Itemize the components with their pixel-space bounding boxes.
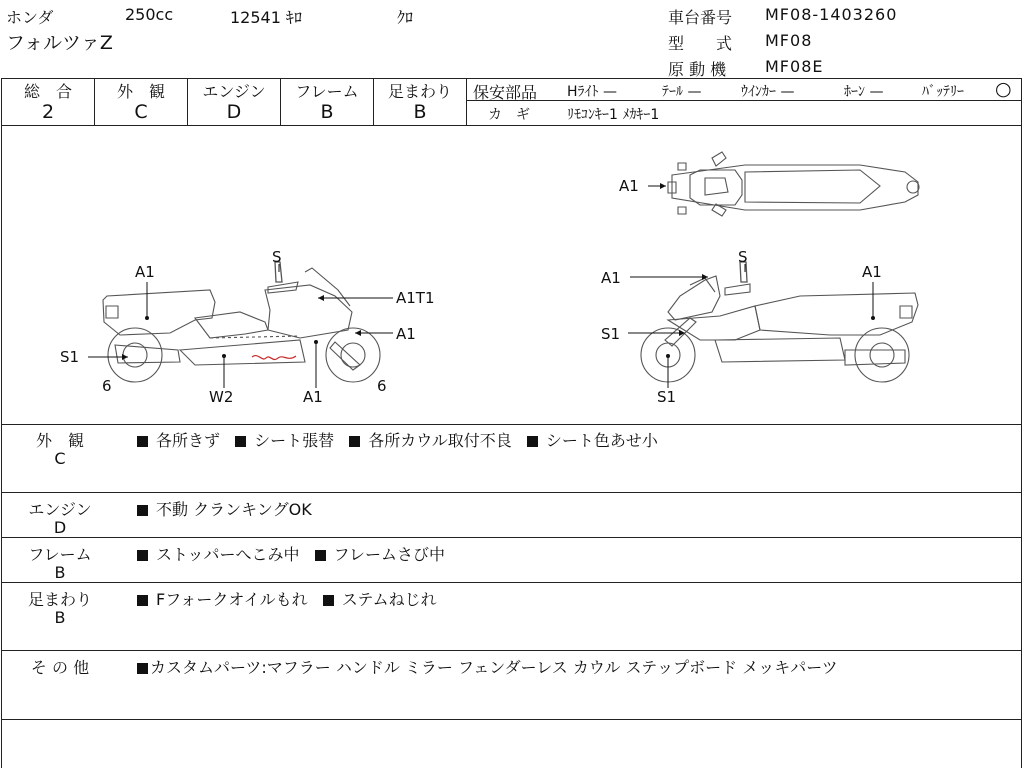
bullet-icon (137, 663, 148, 674)
label-left-a1-front: A1 (396, 325, 416, 343)
key-value: ﾘﾓｺﾝｷｰ1 ﾒｶｷｰ1 (567, 107, 660, 123)
rule-frame-bottom (1, 582, 1022, 583)
maker: ホンダ (6, 8, 54, 27)
remark-item: ストッパーへこみ中 (156, 545, 300, 564)
bullet-icon (235, 436, 246, 447)
grade-divider-5 (466, 78, 467, 125)
grade-appearance-label: 外 観 (116, 82, 165, 101)
rule-engine-bottom (1, 537, 1022, 538)
grade-engine-value: D (226, 101, 242, 123)
section-suspension-items (137, 587, 437, 610)
label-right-a1-cowl: A1 (601, 269, 621, 287)
label-left-six-front: 6 (377, 377, 387, 395)
key-label: カ ギ (488, 107, 530, 123)
bullet-icon (349, 436, 360, 447)
section-frame-title: フレーム (28, 545, 92, 564)
section-other-title: そ の 他 (30, 658, 90, 677)
section-frame-items (137, 542, 445, 565)
rule-appearance-bottom (1, 492, 1022, 493)
section-appearance-title: 外 観 (35, 431, 84, 450)
label-right-a1-rear: A1 (862, 263, 882, 281)
section-other-items (137, 655, 838, 678)
label-right-s1-wheel: S1 (657, 388, 677, 406)
remark-item: シート色あせ小 (545, 431, 658, 450)
bullet-icon (137, 436, 148, 447)
type-value: MF08 (765, 31, 813, 50)
remark-item: 各所カウル取付不良 (368, 431, 512, 450)
color: ｸﾛ (397, 8, 414, 27)
top-scooter-drawing (668, 152, 919, 216)
section-suspension-grade: B (54, 608, 66, 627)
bullet-icon (137, 505, 148, 516)
displacement: 250cc (125, 5, 174, 24)
label-right-s-mirror: S (738, 248, 748, 266)
label-left-s1-rear: S1 (60, 348, 80, 366)
section-frame-grade: B (54, 563, 66, 582)
label-left-s-mirror: S (272, 248, 282, 266)
engine-value: MF08E (765, 57, 824, 76)
label-left-six-rear: 6 (102, 377, 112, 395)
remark-item: カスタムパーツ:マフラー ハンドル ミラー フェンダーレス カウル ステップボード メッキパーツ (150, 658, 838, 677)
section-engine-title: エンジン (28, 500, 92, 519)
remark-item: ステムねじれ (341, 590, 437, 609)
safety-title: 保安部品 (473, 83, 538, 102)
label-left-a1t1: A1T1 (396, 289, 435, 307)
remark-item: Fフォークオイルもれ (156, 590, 308, 609)
bullet-icon (137, 595, 148, 606)
section-appearance-items (137, 428, 658, 451)
section-appearance-grade: C (54, 449, 66, 468)
grade-frame-label: フレーム (295, 82, 359, 101)
remark-item: 各所きず (156, 431, 221, 450)
safety-tail: ﾃｰﾙ — (662, 84, 702, 100)
section-engine-items (137, 497, 312, 520)
bullet-icon (323, 595, 334, 606)
grade-suspension-value: B (413, 101, 427, 123)
bullet-icon (315, 550, 326, 561)
rule-suspension-bottom (1, 650, 1022, 651)
grade-suspension-label: 足まわり (387, 82, 452, 101)
rule-diagram-bottom (1, 424, 1022, 425)
label-left-a1-seat: A1 (135, 263, 155, 281)
safety-battery: ﾊﾞｯﾃﾘｰ (922, 84, 964, 100)
grade-overall-label: 総 合 (23, 82, 72, 101)
grade-frame-value: B (320, 101, 334, 123)
mileage: 12541 ｷﾛ (230, 8, 302, 27)
grade-engine-label: エンジン (202, 82, 266, 101)
safety-winker: ｳｲﾝｶｰ — (741, 84, 795, 100)
section-engine-grade: D (53, 518, 67, 537)
type-label: 型 式 (668, 34, 733, 53)
label-left-a1-bottom: A1 (303, 388, 323, 406)
remark-item: シート張替 (254, 431, 335, 450)
bullet-icon (137, 550, 148, 561)
engine-label: 原 動 機 (668, 60, 727, 79)
safety-battery-mark: ○ (995, 78, 1012, 100)
section-suspension-title: 足まわり (27, 590, 92, 609)
remark-item: 不動 クランキングOK (156, 500, 312, 519)
grade-appearance-value: C (134, 101, 148, 123)
safety-horn: ﾎｰﾝ — (844, 84, 884, 100)
model-name: フォルツァZ (6, 32, 113, 54)
label-right-s1-fork: S1 (601, 325, 621, 343)
safety-headlight: Hﾗｲﾄ — (567, 84, 617, 100)
damage-diagram (0, 126, 1022, 424)
remark-item: フレームさび中 (333, 545, 445, 564)
label-top-a1: A1 (619, 177, 639, 195)
rule-other-bottom (1, 719, 1022, 720)
label-left-w2: W2 (209, 388, 234, 406)
chassis-label: 車台番号 (668, 8, 733, 27)
chassis-value: MF08-1403260 (765, 5, 898, 24)
grade-overall-value: 2 (41, 101, 55, 123)
bullet-icon (527, 436, 538, 447)
